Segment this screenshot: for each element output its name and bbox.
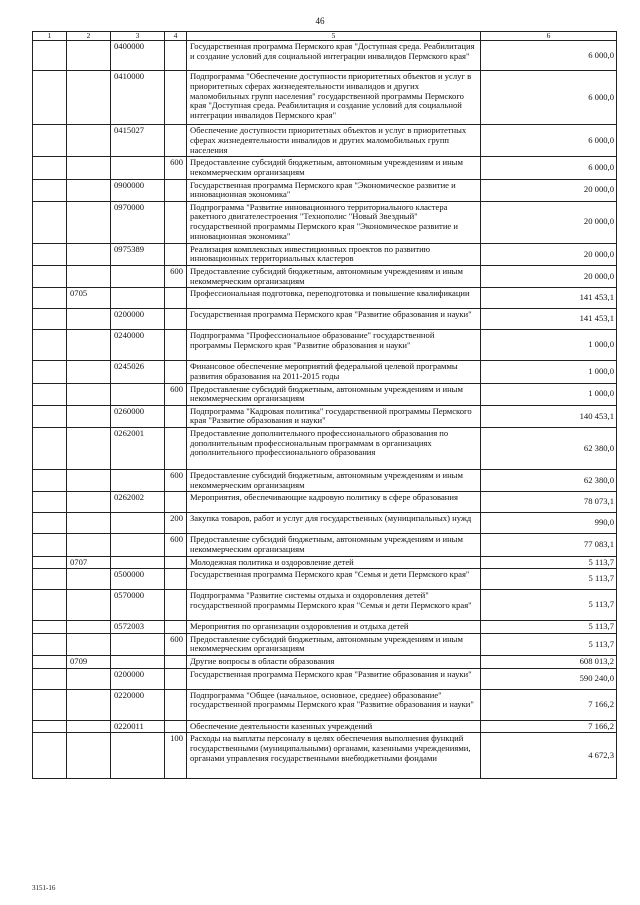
- vr-cell: [165, 41, 187, 71]
- name-cell: Подпрограмма "Профессиональное образование" государственной программы Пермского края "Развитие образования и науки": [187, 330, 481, 361]
- vr-cell: 600: [165, 157, 187, 179]
- podrazdel-cell: [67, 125, 111, 157]
- csr-cell: [111, 383, 165, 405]
- name-cell: Обеспечение деятельности казенных учреждений: [187, 720, 481, 733]
- csr-cell: [111, 656, 165, 669]
- podrazdel-cell: [67, 534, 111, 556]
- podrazdel-cell: 0705: [67, 288, 111, 309]
- csr-cell: [111, 470, 165, 492]
- column-number: 2: [67, 32, 111, 41]
- name-cell: Обеспечение доступности приоритетных объектов и услуг в приоритетных сферах жизнедеятельности инвалидов и других маломобильных групп населения: [187, 125, 481, 157]
- vr-cell: [165, 590, 187, 621]
- name-cell: Мероприятия по организации оздоровления и отдыха детей: [187, 621, 481, 634]
- table-row: [33, 534, 617, 556]
- amount-cell: 20 000,0: [481, 179, 617, 201]
- razdel-cell: [33, 513, 67, 534]
- razdel-cell: [33, 157, 67, 179]
- razdel-cell: [33, 428, 67, 470]
- csr-cell: 0220011: [111, 720, 165, 733]
- table-row: [33, 633, 617, 655]
- table-row: [33, 243, 617, 265]
- vr-cell: [165, 689, 187, 720]
- amount-cell: 1 000,0: [481, 383, 617, 405]
- podrazdel-cell: [67, 470, 111, 492]
- razdel-cell: [33, 668, 67, 689]
- table-row: [33, 733, 617, 779]
- podrazdel-cell: 0709: [67, 656, 111, 669]
- vr-cell: 600: [165, 383, 187, 405]
- footer-code: 3151-16: [32, 884, 56, 892]
- csr-cell: [111, 534, 165, 556]
- vr-cell: [165, 428, 187, 470]
- podrazdel-cell: [67, 569, 111, 590]
- column-number: 1: [33, 32, 67, 41]
- column-number: 5: [187, 32, 481, 41]
- table-row: [33, 157, 617, 179]
- podrazdel-cell: [67, 266, 111, 288]
- podrazdel-cell: [67, 428, 111, 470]
- amount-cell: 7 166,2: [481, 720, 617, 733]
- vr-cell: 200: [165, 513, 187, 534]
- table-row: [33, 201, 617, 243]
- table-row: [33, 656, 617, 669]
- name-cell: Предоставление субсидий бюджетным, автономным учреждениям и иным некоммерческим организациям: [187, 534, 481, 556]
- table-row: [33, 71, 617, 125]
- csr-cell: [111, 556, 165, 569]
- table-row: [33, 569, 617, 590]
- podrazdel-cell: [67, 668, 111, 689]
- razdel-cell: [33, 689, 67, 720]
- vr-cell: [165, 288, 187, 309]
- name-cell: Другие вопросы в области образования: [187, 656, 481, 669]
- amount-cell: 20 000,0: [481, 243, 617, 265]
- csr-cell: 0975389: [111, 243, 165, 265]
- name-cell: Предоставление субсидий бюджетным, автономным учреждениям и иным некоммерческим организациям: [187, 470, 481, 492]
- table-row: [33, 405, 617, 427]
- name-cell: Профессиональная подготовка, переподготовка и повышение квалификации: [187, 288, 481, 309]
- table-row: [33, 383, 617, 405]
- podrazdel-cell: [67, 157, 111, 179]
- table-row: [33, 288, 617, 309]
- vr-cell: [165, 720, 187, 733]
- podrazdel-cell: [67, 179, 111, 201]
- name-cell: Государственная программа Пермского края "Развитие образования и науки": [187, 309, 481, 330]
- podrazdel-cell: [67, 405, 111, 427]
- vr-cell: [165, 125, 187, 157]
- podrazdel-cell: [67, 243, 111, 265]
- amount-cell: 77 083,1: [481, 534, 617, 556]
- csr-cell: 0410000: [111, 71, 165, 125]
- csr-cell: 0240000: [111, 330, 165, 361]
- table-row: [33, 492, 617, 513]
- name-cell: Подпрограмма "Развитие инновационного территориального кластера ракетного двигателестроения "Технополис "Новый Звездный" государственной программы Пермского края "Экономическое развитие и инновационная экономика": [187, 201, 481, 243]
- table-row: [33, 556, 617, 569]
- vr-cell: [165, 656, 187, 669]
- vr-cell: 600: [165, 633, 187, 655]
- csr-cell: 0260000: [111, 405, 165, 427]
- podrazdel-cell: [67, 492, 111, 513]
- name-cell: Подпрограмма "Развитие системы отдыха и оздоровления детей" государственной программы Пермского края "Семья и дети Пермского края": [187, 590, 481, 621]
- name-cell: Закупка товаров, работ и услуг для государственных (муниципальных) нужд: [187, 513, 481, 534]
- csr-cell: 0970000: [111, 201, 165, 243]
- name-cell: Государственная программа Пермского края "Экономическое развитие и инновационная экономика": [187, 179, 481, 201]
- csr-cell: [111, 266, 165, 288]
- amount-cell: 62 380,0: [481, 470, 617, 492]
- vr-cell: [165, 309, 187, 330]
- name-cell: Предоставление субсидий бюджетным, автономным учреждениям и иным некоммерческим организациям: [187, 266, 481, 288]
- amount-cell: 20 000,0: [481, 201, 617, 243]
- csr-cell: [111, 633, 165, 655]
- vr-cell: [165, 405, 187, 427]
- amount-cell: 6 000,0: [481, 71, 617, 125]
- razdel-cell: [33, 492, 67, 513]
- podrazdel-cell: [67, 41, 111, 71]
- razdel-cell: [33, 309, 67, 330]
- razdel-cell: [33, 621, 67, 634]
- podrazdel-cell: [67, 309, 111, 330]
- podrazdel-cell: [67, 330, 111, 361]
- table-row: [33, 513, 617, 534]
- podrazdel-cell: [67, 689, 111, 720]
- name-cell: Реализация комплексных инвестиционных проектов по развитию инновационных территориальных кластеров: [187, 243, 481, 265]
- table-row: [33, 720, 617, 733]
- podrazdel-cell: [67, 201, 111, 243]
- column-number: 3: [111, 32, 165, 41]
- table-row: [33, 470, 617, 492]
- podrazdel-cell: [67, 621, 111, 634]
- amount-cell: 6 000,0: [481, 125, 617, 157]
- table-row: [33, 266, 617, 288]
- column-number: 6: [481, 32, 617, 41]
- podrazdel-cell: [67, 633, 111, 655]
- vr-cell: [165, 556, 187, 569]
- table-row: [33, 361, 617, 383]
- amount-cell: 78 073,1: [481, 492, 617, 513]
- csr-cell: [111, 733, 165, 779]
- podrazdel-cell: [67, 513, 111, 534]
- name-cell: Предоставление субсидий бюджетным, автономным учреждениям и иным некоммерческим организациям: [187, 633, 481, 655]
- amount-cell: 5 113,7: [481, 556, 617, 569]
- name-cell: Предоставление субсидий бюджетным, автономным учреждениям и иным некоммерческим организациям: [187, 383, 481, 405]
- name-cell: Предоставление дополнительного профессионального образования по дополнительным профессиональным программам в организациях дополнительного профессионального образования: [187, 428, 481, 470]
- vr-cell: 600: [165, 470, 187, 492]
- table-row: [33, 621, 617, 634]
- razdel-cell: [33, 330, 67, 361]
- csr-cell: 0245026: [111, 361, 165, 383]
- amount-cell: 20 000,0: [481, 266, 617, 288]
- razdel-cell: [33, 569, 67, 590]
- vr-cell: [165, 569, 187, 590]
- vr-cell: [165, 330, 187, 361]
- vr-cell: [165, 361, 187, 383]
- razdel-cell: [33, 633, 67, 655]
- name-cell: Государственная программа Пермского края "Развитие образования и науки": [187, 668, 481, 689]
- csr-cell: 0200000: [111, 668, 165, 689]
- table-row: [33, 41, 617, 71]
- name-cell: Молодежная политика и оздоровление детей: [187, 556, 481, 569]
- vr-cell: 600: [165, 534, 187, 556]
- csr-cell: 0572003: [111, 621, 165, 634]
- name-cell: Государственная программа Пермского края "Доступная среда. Реабилитация и создание условий для социальной интеграции инвалидов Пермского края": [187, 41, 481, 71]
- razdel-cell: [33, 288, 67, 309]
- razdel-cell: [33, 733, 67, 779]
- amount-cell: 141 453,1: [481, 309, 617, 330]
- razdel-cell: [33, 383, 67, 405]
- csr-cell: [111, 288, 165, 309]
- name-cell: Подпрограмма "Обеспечение доступности приоритетных объектов и услуг в приоритетных сферах жизнедеятельности инвалидов и других маломобильных групп населения" государственной программы Пермского края "Доступная среда. Реабилитация и создание условий для социальной интеграции инвалидов Пермского края": [187, 71, 481, 125]
- amount-cell: 590 240,0: [481, 668, 617, 689]
- amount-cell: 140 453,1: [481, 405, 617, 427]
- vr-cell: [165, 492, 187, 513]
- name-cell: Государственная программа Пермского края "Семья и дети Пермского края": [187, 569, 481, 590]
- amount-cell: 1 000,0: [481, 361, 617, 383]
- table-row: [33, 125, 617, 157]
- razdel-cell: [33, 405, 67, 427]
- razdel-cell: [33, 556, 67, 569]
- amount-cell: 990,0: [481, 513, 617, 534]
- name-cell: Расходы на выплаты персоналу в целях обеспечения выполнения функций государственными (муниципальными) органами, казенными учреждениями, органами управления государственными внебюджетными фондами: [187, 733, 481, 779]
- vr-cell: [165, 201, 187, 243]
- vr-cell: [165, 71, 187, 125]
- vr-cell: [165, 668, 187, 689]
- podrazdel-cell: [67, 383, 111, 405]
- csr-cell: [111, 157, 165, 179]
- podrazdel-cell: [67, 361, 111, 383]
- amount-cell: 5 113,7: [481, 569, 617, 590]
- page-number: 46: [315, 16, 325, 26]
- table-row: [33, 428, 617, 470]
- csr-cell: 0262002: [111, 492, 165, 513]
- razdel-cell: [33, 720, 67, 733]
- podrazdel-cell: [67, 720, 111, 733]
- vr-cell: [165, 621, 187, 634]
- razdel-cell: [33, 534, 67, 556]
- csr-cell: [111, 513, 165, 534]
- csr-cell: 0500000: [111, 569, 165, 590]
- amount-cell: 7 166,2: [481, 689, 617, 720]
- amount-cell: 5 113,7: [481, 621, 617, 634]
- table-row: [33, 689, 617, 720]
- razdel-cell: [33, 71, 67, 125]
- table-row: [33, 179, 617, 201]
- csr-cell: 0262001: [111, 428, 165, 470]
- name-cell: Мероприятия, обеспечивающие кадровую политику в сфере образования: [187, 492, 481, 513]
- amount-cell: 4 672,3: [481, 733, 617, 779]
- vr-cell: 100: [165, 733, 187, 779]
- podrazdel-cell: 0707: [67, 556, 111, 569]
- csr-cell: 0570000: [111, 590, 165, 621]
- name-cell: Подпрограмма "Кадровая политика" государственной программы Пермского края "Развитие образования и науки": [187, 405, 481, 427]
- podrazdel-cell: [67, 71, 111, 125]
- name-cell: Финансовое обеспечение мероприятий федеральной целевой программы развития образования на 2011-2015 годы: [187, 361, 481, 383]
- razdel-cell: [33, 590, 67, 621]
- table-row: [33, 330, 617, 361]
- razdel-cell: [33, 179, 67, 201]
- amount-cell: 1 000,0: [481, 330, 617, 361]
- vr-cell: [165, 243, 187, 265]
- amount-cell: 62 380,0: [481, 428, 617, 470]
- csr-cell: 0415027: [111, 125, 165, 157]
- column-number: 4: [165, 32, 187, 41]
- amount-cell: 5 113,7: [481, 590, 617, 621]
- podrazdel-cell: [67, 590, 111, 621]
- csr-cell: 0900000: [111, 179, 165, 201]
- razdel-cell: [33, 266, 67, 288]
- razdel-cell: [33, 656, 67, 669]
- amount-cell: 608 013,2: [481, 656, 617, 669]
- razdel-cell: [33, 41, 67, 71]
- table-row: [33, 309, 617, 330]
- razdel-cell: [33, 243, 67, 265]
- razdel-cell: [33, 201, 67, 243]
- vr-cell: 600: [165, 266, 187, 288]
- razdel-cell: [33, 125, 67, 157]
- name-cell: Предоставление субсидий бюджетным, автономным учреждениям и иным некоммерческим организациям: [187, 157, 481, 179]
- amount-cell: 5 113,7: [481, 633, 617, 655]
- amount-cell: 141 453,1: [481, 288, 617, 309]
- budget-table: [32, 31, 617, 779]
- razdel-cell: [33, 361, 67, 383]
- table-row: [33, 590, 617, 621]
- amount-cell: 6 000,0: [481, 41, 617, 71]
- csr-cell: 0400000: [111, 41, 165, 71]
- csr-cell: 0200000: [111, 309, 165, 330]
- amount-cell: 6 000,0: [481, 157, 617, 179]
- csr-cell: 0220000: [111, 689, 165, 720]
- name-cell: Подпрограмма "Общее (начальное, основное, среднее) образование" государственной программы Пермского края "Развитие образования и науки": [187, 689, 481, 720]
- table-row: [33, 668, 617, 689]
- podrazdel-cell: [67, 733, 111, 779]
- razdel-cell: [33, 470, 67, 492]
- column-number-row: [33, 32, 617, 41]
- vr-cell: [165, 179, 187, 201]
